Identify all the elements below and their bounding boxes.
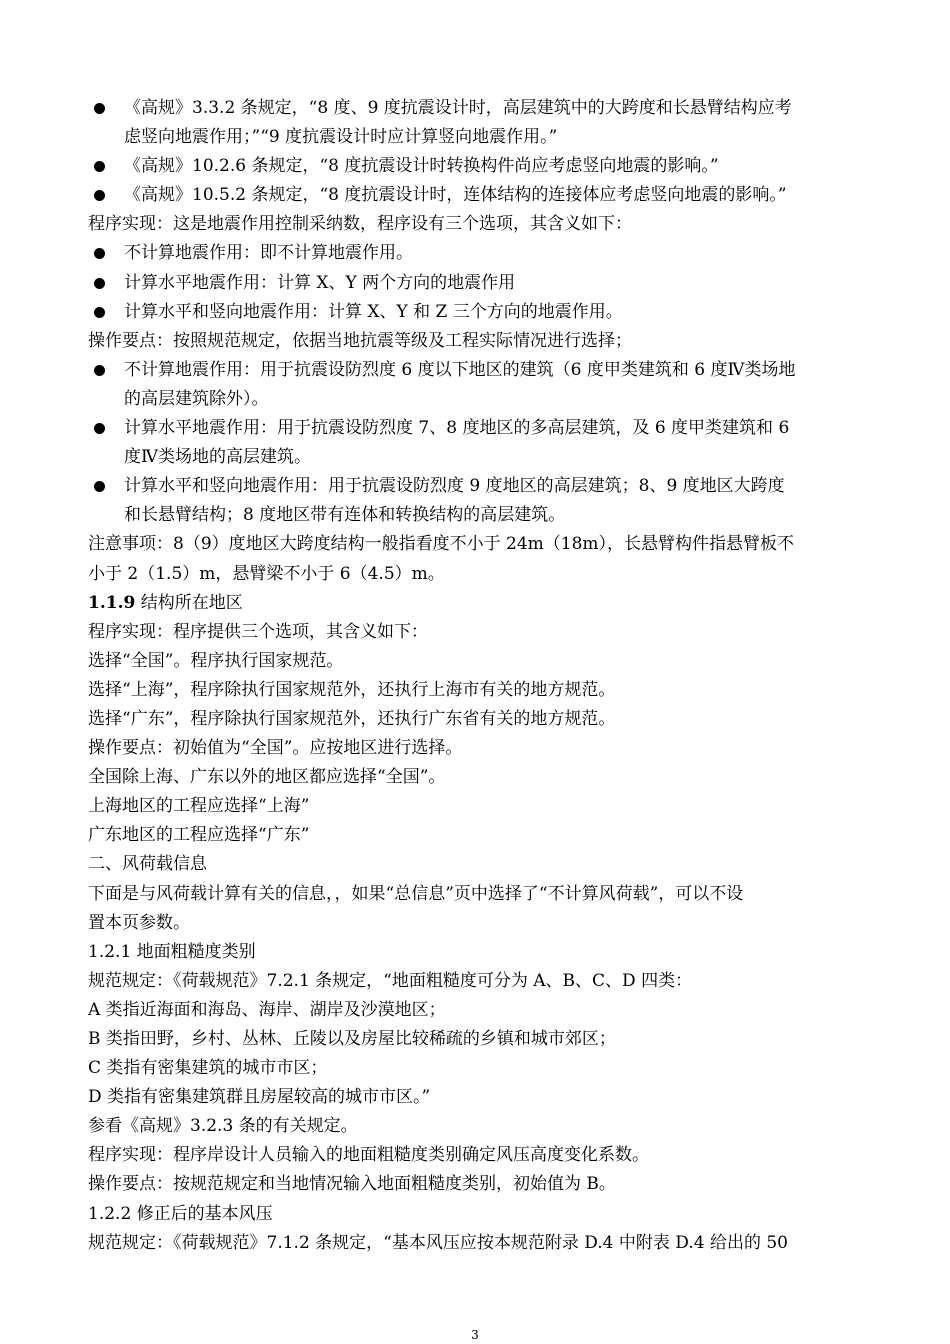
paragraph-line: 注意事项：8（9）度地区大跨度结构一般指看度不小于 24m（18m），长悬臂构件指悬臂板不 [88, 534, 795, 555]
bullet-item [88, 356, 863, 385]
bullet-item [88, 94, 863, 123]
paragraph-line: 广东地区的工程应选择“广东” [88, 825, 310, 846]
bullet-icon [94, 103, 105, 114]
bullet-item [88, 472, 863, 501]
bullet-continuation: 和长悬臂结构；8 度地区带有连体和转换结构的高层建筑。 [124, 505, 566, 526]
bullet-continuation: 虑竖向地震作用；”“9 度抗震设计时应计算竖向地震作用。” [124, 127, 558, 148]
bullet-item [88, 152, 863, 181]
paragraph-line: D 类指有密集建筑群且房屋较高的城市市区。” [88, 1087, 431, 1108]
bullet-icon [94, 278, 105, 289]
bullet-item [88, 269, 863, 298]
page-number: 3 [471, 1328, 479, 1342]
bullet-item [88, 181, 863, 210]
paragraph-line: 规范规定：《荷载规范》7.2.1 条规定，“地面粗糙度可分为 A、B、C、D 四类： [88, 970, 693, 991]
paragraph-line: 上海地区的工程应选择“上海” [88, 796, 310, 817]
section-title: 结构所在地区 [140, 592, 243, 613]
paragraph-line: 操作要点：初始值为“全国”。应按地区进行选择。 [88, 738, 463, 759]
paragraph-line: 程序实现：程序提供三个选项，其含义如下： [88, 621, 428, 642]
bullet-text: 计算水平和竖向地震作用：用于抗震设防烈度 9 度地区的高层建筑；8、9 度地区大跨度 [124, 476, 785, 497]
paragraph-line: 程序实现：程序岸设计人员输入的地面粗糙度类别确定风压高度变化系数。 [88, 1145, 649, 1166]
paragraph-line: 程序实现：这是地震作用控制采纳数，程序设有三个选项，其含义如下： [88, 214, 632, 235]
section-heading [88, 589, 863, 618]
paragraph-line: B 类指田野，乡村、丛林、丘陵以及房屋比较稀疏的乡镇和城市郊区； [88, 1029, 616, 1049]
bullet-icon [94, 190, 105, 201]
bullet-item [88, 239, 863, 268]
paragraph-line: C 类指有密集建筑的城市市区； [88, 1058, 328, 1079]
bullet-text: 《高规》10.5.2 条规定，“8 度抗震设计时，连体结构的连接体应考虑竖向地震的影响。” [124, 185, 787, 206]
bullet-text: 计算水平地震作用：计算 X、Y 两个方向的地震作用 [124, 272, 516, 293]
bullet-text: 《高规》10.2.6 条规定，“8 度抗震设计时转换构件尚应考虑竖向地震的影响。” [124, 156, 719, 177]
bullet-icon [94, 161, 105, 172]
paragraph-line: 选择“广东”，程序除执行国家规范外，还执行广东省有关的地方规范。 [88, 708, 616, 729]
bullet-icon [94, 423, 105, 434]
bullet-text: 《高规》3.3.2 条规定，“8 度、9 度抗震设计时，高层建筑中的大跨度和长悬臂结构应考 [124, 98, 792, 118]
paragraph-line: 操作要点：按照规范规定，依据当地抗震等级及工程实际情况进行选择； [88, 330, 632, 351]
bullet-text: 计算水平和竖向地震作用：计算 X、Y 和 Z 三个方向的地震作用。 [124, 301, 623, 322]
paragraph-line: 置本页参数。 [88, 912, 190, 933]
bullet-icon [94, 365, 105, 376]
paragraph-line: 全国除上海、广东以外的地区都应选择“全国”。 [88, 767, 446, 788]
paragraph-line: 选择“全国”。程序执行国家规范。 [88, 650, 344, 671]
section-heading: 二、风荷载信息 [88, 854, 207, 875]
section-heading: 1.2.2 修正后的基本风压 [88, 1203, 273, 1224]
section-heading: 1.2.1 地面粗糙度类别 [88, 941, 256, 962]
paragraph-line: 下面是与风荷载计算有关的信息，，如果“总信息”页中选择了“不计算风荷载”，可以不设 [88, 883, 744, 904]
paragraph-line: 参看《高规》3.2.3 条的有关规定。 [88, 1116, 358, 1137]
paragraph-line: A 类指近海面和海岛、海岸、湖岸及沙漠地区； [88, 999, 446, 1020]
bullet-item [88, 414, 863, 443]
page-body [88, 94, 863, 1258]
section-number: 1.1.9 [88, 592, 136, 613]
paragraph-line: 规范规定：《荷载规范》7.1.2 条规定，“基本风压应按本规范附录 D.4 中附表 D.4 给出的 50 [88, 1232, 788, 1253]
bullet-icon [94, 307, 105, 318]
paragraph-line: 选择“上海”，程序除执行国家规范外，还执行上海市有关的地方规范。 [88, 679, 616, 700]
bullet-text: 计算水平地震作用：用于抗震设防烈度 7、8 度地区的多高层建筑，及 6 度甲类建筑和 6 [124, 418, 790, 439]
bullet-item [88, 298, 863, 327]
bullet-continuation: 度Ⅳ类场地的高层建筑。 [124, 447, 311, 468]
bullet-text: 不计算地震作用：用于抗震设防烈度 6 度以下地区的建筑（6 度甲类建筑和 6 度Ⅳ类场地 [124, 359, 796, 380]
bullet-text: 不计算地震作用：即不计算地震作用。 [124, 243, 413, 264]
paragraph-line: 操作要点：按规范规定和当地情况输入地面粗糙度类别，初始值为 B。 [88, 1174, 616, 1195]
bullet-icon [94, 481, 105, 492]
bullet-continuation: 的高层建筑除外）。 [124, 388, 269, 409]
bullet-icon [94, 248, 105, 259]
paragraph-line: 小于 2（1.5）m，悬臂梁不小于 6（4.5）m。 [88, 563, 445, 584]
